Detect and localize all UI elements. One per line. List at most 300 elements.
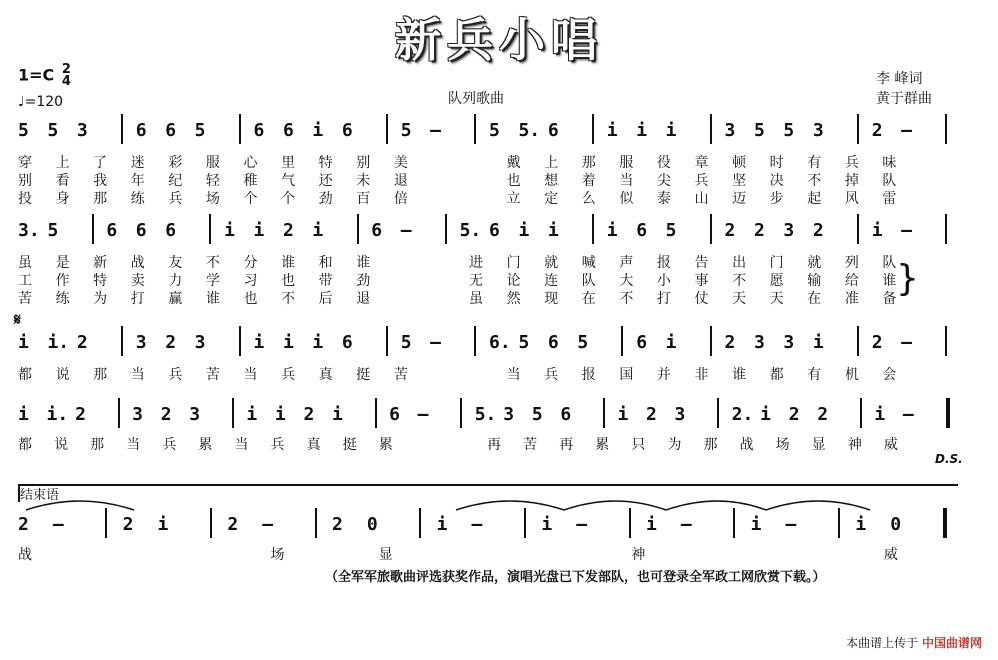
lyric-char: 小 [656, 273, 671, 289]
dash-extension: – [680, 514, 692, 535]
dash-extension: – [430, 332, 441, 353]
lyric-char: 决 [769, 173, 784, 189]
lyric-char: 论 [506, 273, 521, 289]
lyric-char: 大 [619, 273, 634, 289]
note: 6 [341, 120, 353, 141]
note: 5. [518, 120, 541, 141]
lyric-char: 时 [769, 155, 784, 171]
lyric-char: 山 [694, 191, 709, 207]
dash-extension: – [901, 220, 912, 241]
note: i. [46, 404, 69, 425]
note: 3 [753, 332, 765, 353]
lyric-char: 当 [243, 367, 258, 383]
lyric-char: 特 [93, 273, 108, 289]
lyric-char: 习 [243, 273, 258, 289]
lyric-char: 工 [18, 273, 32, 289]
note: 6 [282, 120, 294, 141]
note: 3 [135, 332, 147, 353]
lyric-char: 会 [882, 367, 897, 383]
note: 2 [160, 404, 172, 425]
note: 5 [18, 120, 29, 141]
lyric-char: 威 [883, 547, 898, 563]
lyric-char: 场 [775, 437, 790, 453]
lyric-char: 特 [318, 155, 333, 171]
lyric-char: 列 [844, 255, 859, 271]
note: i [617, 404, 629, 425]
lyric-char: 有 [807, 155, 822, 171]
note: 6. [489, 332, 511, 353]
lyric-char: 稚 [243, 173, 258, 189]
lyric-char: 机 [844, 367, 859, 383]
lyric-char: 在 [807, 291, 822, 307]
lyric-char: 战 [18, 547, 32, 563]
note: i [18, 332, 29, 353]
lyric-char: 役 [656, 155, 671, 171]
lyric-char: 尖 [656, 173, 671, 189]
note: i [606, 120, 618, 141]
note: i [665, 120, 677, 141]
note: i [606, 220, 618, 241]
lyric-char: 定 [544, 191, 559, 207]
lyric-char: 那 [581, 155, 596, 171]
lyric-char: 也 [281, 273, 296, 289]
note: 6 [389, 404, 400, 425]
dash-extension: – [576, 514, 588, 535]
footnote: （全军军旅歌曲评选获奖作品，演唱光盘已下发部队，也可登录全军政工网欣赏下载。） [325, 570, 826, 585]
note: 2 [724, 332, 736, 353]
lyric-char: 坚 [732, 173, 747, 189]
lyric-char: 是 [55, 255, 70, 271]
note: 3 [76, 120, 88, 141]
lyric-char: 谁 [356, 255, 371, 271]
lyric-char: 挺 [342, 437, 357, 453]
lyric-char: 虽 [18, 255, 32, 271]
note: i [636, 120, 648, 141]
lyric-char: 战 [739, 437, 754, 453]
lyric-char: 味 [882, 155, 897, 171]
note: 3 [783, 220, 795, 241]
note: i [760, 404, 772, 425]
note: i [518, 220, 530, 241]
lyric-char: 服 [619, 155, 634, 171]
lyric-char: 上 [544, 155, 559, 171]
lyric-char: 赢 [168, 291, 183, 307]
note: 6 [636, 220, 648, 241]
lyric-char: 说 [54, 437, 69, 453]
lyric-char: 退 [393, 173, 408, 189]
lyric-char: 为 [93, 291, 108, 307]
lyric-char: 那 [93, 367, 108, 383]
tempo-marking: ♩=120 [18, 94, 64, 110]
note: i [541, 514, 553, 535]
lyric-char: 兵 [844, 155, 859, 171]
note: i [312, 120, 324, 141]
note: 3 [194, 332, 206, 353]
lyric-char: 谁 [882, 273, 897, 289]
note: 2 [646, 404, 657, 425]
segno-icon: 𝄋 [14, 310, 21, 329]
lyric-char: 队 [882, 173, 897, 189]
note: i [665, 332, 677, 353]
lyric-char: 别 [18, 173, 32, 189]
note: 2 [303, 404, 315, 425]
note: 5 [665, 220, 677, 241]
lyric-char: 里 [281, 155, 296, 171]
lyric-char: 着 [581, 173, 596, 189]
lyric-char: 现 [544, 291, 559, 307]
lyric-char: 个 [243, 191, 258, 207]
lyric-char: 当 [126, 437, 141, 453]
note: 3 [812, 120, 824, 141]
note: 2 [724, 220, 736, 241]
lyric-char: 么 [581, 191, 596, 207]
dash-extension: – [417, 404, 429, 425]
lyric-char: 谁 [732, 367, 747, 383]
lyric-char: 事 [694, 273, 709, 289]
lyric-char: 神 [631, 547, 646, 563]
lyric-char: 想 [544, 173, 559, 189]
lyric-char: 队 [581, 273, 596, 289]
lyric-char: 苦 [523, 437, 538, 453]
note: 0 [890, 514, 902, 535]
tie-arc [666, 501, 766, 510]
lyric-char: 似 [619, 191, 634, 207]
lyric-char: 不 [807, 173, 822, 189]
lyric-char: 真 [318, 367, 333, 383]
note: i [253, 220, 265, 241]
composer: 黄于群曲 [876, 91, 932, 107]
lyric-char: 兵 [544, 367, 559, 383]
lyric-char: 学 [205, 273, 220, 289]
subtitle: 队列歌曲 [448, 91, 504, 107]
lyric-char: 服 [205, 155, 220, 171]
note: i [547, 220, 559, 241]
note: 6 [547, 120, 559, 141]
lyric-char: 当 [130, 367, 145, 383]
note: 2 [753, 220, 765, 241]
lyric-char: 备 [882, 291, 897, 307]
note: 6 [135, 220, 147, 241]
lyric-char: 无 [469, 273, 483, 289]
lyric-char: 练 [55, 291, 70, 307]
lyric-char: 雷 [882, 191, 897, 207]
note: 5 [783, 120, 795, 141]
lyric-char: 苦 [18, 291, 32, 307]
lyric-char: 输 [807, 273, 822, 289]
note: 5 [47, 120, 59, 141]
note: i [812, 332, 824, 353]
note: 3. [18, 220, 40, 241]
note: i [253, 332, 265, 353]
lyric-char: 未 [356, 173, 371, 189]
lyric-char: 仗 [694, 291, 709, 307]
lyric-char: 年 [130, 173, 145, 189]
tie-arc [766, 501, 870, 510]
lyric-char: 场 [205, 191, 220, 207]
dash-extension: – [52, 514, 64, 535]
lyric-char: 天 [732, 291, 747, 307]
lyric-char: 当 [234, 437, 249, 453]
lyric-char: 挺 [356, 367, 371, 383]
lyric-char: 在 [581, 291, 596, 307]
lyric-char: 当 [619, 173, 634, 189]
lyric-char: 显 [811, 437, 826, 453]
note: 6 [636, 332, 648, 353]
note: 5 [753, 120, 765, 141]
note: 2 [18, 514, 29, 535]
dash-extension: – [262, 514, 274, 535]
lyric-char: 轻 [205, 173, 220, 189]
lyric-char: 说 [55, 367, 70, 383]
note: i [224, 220, 235, 241]
lyric-char: 都 [769, 367, 784, 383]
lyric-char: 报 [656, 255, 671, 271]
dash-extension: – [430, 120, 441, 141]
lyricist: 李 峰词 [876, 71, 923, 87]
note: 3 [783, 332, 795, 353]
lyric-char: 上 [55, 155, 70, 171]
note: i [855, 514, 867, 535]
lyric-char: 力 [168, 273, 183, 289]
note: 5 [489, 120, 500, 141]
lyric-char: 兵 [281, 367, 296, 383]
note: 0 [366, 514, 378, 535]
lyric-char: 就 [544, 255, 559, 271]
lyric-char: 劲 [318, 191, 333, 207]
note: i [332, 404, 343, 425]
lyric-char: 累 [198, 437, 213, 453]
lyric-char: 为 [667, 437, 682, 453]
note: 2 [817, 404, 829, 425]
lyric-char: 都 [18, 367, 32, 383]
ds-marker: D.S. [935, 452, 963, 466]
lyric-char: 不 [619, 291, 634, 307]
note: 6 [547, 332, 559, 353]
lyric-char: 声 [619, 255, 634, 271]
note: 2 [332, 514, 343, 535]
note: 6 [560, 404, 572, 425]
note: 6 [165, 220, 177, 241]
note: i [874, 404, 886, 425]
lyric-char: 也 [506, 173, 521, 189]
lyric-char: 卖 [130, 273, 145, 289]
lyric-char: 个 [281, 191, 296, 207]
lyric-char: 风 [844, 191, 859, 207]
note: i [436, 514, 448, 535]
note: 2 [282, 220, 294, 241]
lyric-char: 然 [506, 291, 521, 307]
note: 3 [503, 404, 515, 425]
lyric-char: 兵 [270, 437, 285, 453]
note: 2 [76, 332, 88, 353]
lyric-char: 我 [93, 173, 108, 189]
lyric-char: 后 [318, 291, 333, 307]
note: i [646, 514, 657, 535]
note: i [18, 404, 29, 425]
lyric-char: 不 [205, 255, 220, 271]
lyric-char: 天 [769, 291, 784, 307]
note: 2 [122, 514, 134, 535]
lyric-char: 都 [18, 437, 32, 453]
lyric-char: 了 [93, 155, 108, 171]
note: 6 [489, 220, 500, 241]
lyric-char: 累 [378, 437, 393, 453]
lyric-char: 喊 [581, 255, 596, 271]
lyric-char: 只 [631, 437, 646, 453]
note: 5 [47, 220, 59, 241]
lyric-char: 步 [769, 191, 784, 207]
lyric-char: 分 [243, 255, 258, 271]
time-sig-bottom: 4 [61, 74, 71, 89]
note: 5. [459, 220, 482, 241]
dash-extension: – [400, 220, 412, 241]
lyric-char: 起 [807, 191, 822, 207]
time-sig-top: 2 [61, 62, 71, 77]
lyric-char: 看 [55, 173, 70, 189]
lyric-char: 作 [55, 273, 70, 289]
lyric-char: 有 [807, 367, 822, 383]
note: i [750, 514, 762, 535]
lyric-char: 那 [703, 437, 718, 453]
lyric-char: 兵 [168, 367, 183, 383]
note: 5 [577, 332, 589, 353]
note: 6 [253, 120, 265, 141]
note: i [157, 514, 169, 535]
lyric-char: 带 [318, 273, 333, 289]
note: 2 [165, 332, 177, 353]
lyric-char: 当 [506, 367, 521, 383]
dash-extension: – [901, 120, 912, 141]
lyric-char: 谁 [281, 255, 296, 271]
lyric-char: 迈 [732, 191, 747, 207]
lyric-char: 威 [883, 437, 898, 453]
dash-extension: – [901, 332, 912, 353]
lyric-char: 就 [807, 255, 822, 271]
lyric-char: 兵 [168, 191, 183, 207]
lyric-char: 那 [90, 437, 105, 453]
lyric-char: 戴 [506, 155, 521, 171]
lyric-char: 新 [93, 255, 108, 271]
note: 6 [135, 120, 147, 141]
lyric-char: 迷 [130, 155, 145, 171]
note: i [274, 404, 286, 425]
lyric-char: 非 [694, 367, 709, 383]
lyric-char: 彩 [168, 155, 183, 171]
lyric-char: 神 [847, 437, 862, 453]
dash-extension: – [471, 514, 483, 535]
tie-arc [26, 501, 134, 510]
note: 3 [132, 404, 144, 425]
note: 3 [189, 404, 201, 425]
lyric-char: 虽 [469, 291, 483, 307]
lyric-char: 气 [281, 173, 296, 189]
note: 2 [788, 404, 800, 425]
watermark-brand: 中国曲谱网 [921, 636, 982, 650]
lyric-char: 劲 [356, 273, 371, 289]
note: i [871, 220, 883, 241]
note: 2 [812, 220, 824, 241]
lyric-char: 战 [130, 255, 145, 271]
note: 2. [731, 404, 754, 425]
note: 2 [871, 332, 883, 353]
lyric-char: 倍 [393, 191, 408, 207]
lyric-char: 门 [769, 255, 784, 271]
lyric-char: 别 [356, 155, 371, 171]
note: 5 [518, 332, 530, 353]
dash-extension: – [902, 404, 914, 425]
lyric-char: 门 [506, 255, 521, 271]
lyric-char: 给 [844, 273, 859, 289]
note: 5 [194, 120, 206, 141]
note: 6 [371, 220, 383, 241]
lyric-char: 告 [694, 255, 709, 271]
lyric-char: 显 [378, 547, 393, 563]
watermark-prefix: 本曲谱上传于 [846, 636, 919, 650]
lyric-char: 不 [732, 273, 747, 289]
note: 2 [75, 404, 86, 425]
tie-arc [456, 501, 564, 510]
note: 3 [674, 404, 686, 425]
lyric-char: 还 [318, 173, 333, 189]
lyric-char: 苦 [393, 367, 408, 383]
lyric-char: 准 [844, 291, 859, 307]
note: 5 [531, 404, 543, 425]
note: i [312, 332, 324, 353]
note: 6 [341, 332, 353, 353]
lyric-char: 谁 [205, 291, 220, 307]
lyric-char: 累 [595, 437, 610, 453]
lyric-char: 退 [356, 291, 371, 307]
lyric-char: 心 [243, 155, 258, 171]
note: 3 [724, 120, 736, 141]
lyric-char: 出 [732, 255, 747, 271]
page-title: 新兵小唱 [395, 13, 603, 67]
lyric-char: 场 [270, 547, 285, 563]
lyric-char: 愿 [769, 273, 784, 289]
note: 2 [871, 120, 883, 141]
lyric-char: 纪 [168, 173, 183, 189]
lyric-char: 顿 [732, 155, 747, 171]
dash-extension: – [785, 514, 797, 535]
tie-arc [564, 501, 666, 510]
lyric-char: 打 [656, 291, 671, 307]
watermark [846, 634, 982, 651]
lyric-char: 兵 [694, 173, 709, 189]
note: 6 [106, 220, 118, 241]
lyric-char: 再 [487, 437, 502, 453]
lyric-char: 国 [619, 367, 634, 383]
lyric-char: 掉 [844, 173, 859, 189]
note: 2 [227, 514, 239, 535]
note: i [282, 332, 294, 353]
lyric-char: 队 [882, 255, 897, 271]
lyric-char: 百 [356, 191, 371, 207]
note: i. [47, 332, 70, 353]
lyric-char: 章 [694, 155, 709, 171]
lyric-char: 穿 [18, 155, 32, 171]
lyric-char: 泰 [656, 191, 671, 207]
lyric-char: 再 [559, 437, 574, 453]
lyric-char: 并 [656, 367, 671, 383]
note: i [312, 220, 324, 241]
lyric-char: 真 [306, 437, 321, 453]
note: 6 [165, 120, 177, 141]
note: 5. [474, 404, 497, 425]
key-label: 1=C [18, 65, 55, 85]
note: 5 [400, 120, 412, 141]
lyric-char: 进 [469, 255, 483, 271]
lyric-char: 连 [544, 273, 559, 289]
